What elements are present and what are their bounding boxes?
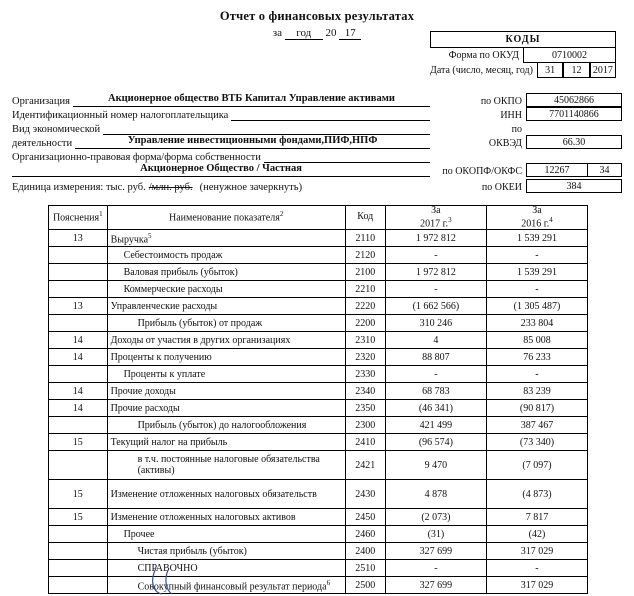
row-explanation: 14 xyxy=(49,400,108,417)
okved-label: ОКВЭД xyxy=(488,138,522,149)
table-row xyxy=(49,298,588,315)
activity-underline-1 xyxy=(103,121,430,135)
organization-label: Организация xyxy=(12,96,70,107)
okopf-okfs-values xyxy=(526,163,622,177)
header-explanations xyxy=(49,206,108,230)
table-row xyxy=(49,509,588,526)
row-value-current: (46 341) xyxy=(385,400,486,417)
row-value-previous: (73 340) xyxy=(486,434,587,451)
row-indicator-name xyxy=(107,230,345,247)
row-explanation xyxy=(49,451,108,480)
activity-label-1: Вид экономической xyxy=(12,124,101,135)
table-row xyxy=(49,264,588,281)
row-indicator-name xyxy=(107,366,345,383)
header-current-period xyxy=(385,206,486,230)
okpo-label: по ОКПО xyxy=(480,96,522,107)
row-explanation: 15 xyxy=(49,509,108,526)
row-indicator-text: Изменение отложенных налоговых активов xyxy=(110,511,296,523)
row-value-previous: (4 873) xyxy=(486,480,587,509)
row-indicator-name xyxy=(107,332,345,349)
row-code: 2220 xyxy=(345,298,385,315)
row-value-current: 327 699 xyxy=(385,577,486,594)
inn-label: Идентификационный номер налогоплательщика xyxy=(12,110,229,121)
row-value-previous: 83 239 xyxy=(486,383,587,400)
row-indicator-text: Управленческие расходы xyxy=(110,300,218,312)
row-indicator-text: Выручка xyxy=(110,233,149,245)
row-code: 2210 xyxy=(345,281,385,298)
row-indicator-text: Проценты к получению xyxy=(110,351,212,363)
row-value-current: 4 878 xyxy=(385,480,486,509)
okei-value: 384 xyxy=(526,179,622,193)
unit-label: Единица измерения: тыс. руб. xyxy=(12,182,146,193)
row-value-current: 327 699 xyxy=(385,543,486,560)
row-indicator-text: Прочее xyxy=(123,528,155,540)
row-value-current: (96 574) xyxy=(385,434,486,451)
period-unit: год xyxy=(285,27,323,40)
okfs-value: 34 xyxy=(588,163,622,177)
header-previous-year: 2016 xyxy=(521,217,542,229)
codes-block xyxy=(430,31,616,78)
row-value-current: 310 246 xyxy=(385,315,486,332)
row-indicator-text: Прибыль (убыток) до налогообложения xyxy=(137,419,307,431)
row-code: 2350 xyxy=(345,400,385,417)
row-indicator-text: Прочие расходы xyxy=(110,402,180,414)
row-value-current: (1 662 566) xyxy=(385,298,486,315)
row-indicator-name xyxy=(107,577,345,594)
date-year: 2017 xyxy=(590,63,616,78)
okud-label: Форма по ОКУД xyxy=(448,50,519,61)
row-indicator-text: Себестоимость продаж xyxy=(123,249,223,261)
row-value-current: 4 xyxy=(385,332,486,349)
table-row xyxy=(49,349,588,366)
row-indicator-text: Совокупный финансовый результат периода xyxy=(137,580,327,592)
row-indicator-text: Чистая прибыль (убыток) xyxy=(137,545,247,557)
table-header-row xyxy=(49,206,588,230)
inn-right-label: ИНН xyxy=(500,110,522,121)
row-explanation: 15 xyxy=(49,434,108,451)
row-code: 2120 xyxy=(345,247,385,264)
row-value-current: 88 807 xyxy=(385,349,486,366)
row-value-previous: 317 029 xyxy=(486,577,587,594)
table-row xyxy=(49,434,588,451)
row-code: 2340 xyxy=(345,383,385,400)
row-value-current: 9 470 xyxy=(385,451,486,480)
row-value-previous: 1 539 291 xyxy=(486,264,587,281)
row-value-current: 1 972 812 xyxy=(385,264,486,281)
row-indicator-text: Валовая прибыль (убыток) xyxy=(123,266,238,278)
row-indicator-text: Коммерческие расходы xyxy=(123,283,223,295)
date-label: Дата (число, месяц, год) xyxy=(430,65,533,76)
row-indicator-name xyxy=(107,400,345,417)
header-previous-sup: 4 xyxy=(549,215,553,224)
table-row xyxy=(49,451,588,480)
code-row-date xyxy=(430,63,616,78)
okud-value: 0710002 xyxy=(523,48,616,63)
row-code: 2500 xyxy=(345,577,385,594)
header-code: Код xyxy=(345,206,385,230)
row-code: 2510 xyxy=(345,560,385,577)
okei-label: по ОКЕИ xyxy=(481,182,522,193)
row-value-current: - xyxy=(385,281,486,298)
legal-form-value: Акционерное Общество / Частная xyxy=(12,163,430,177)
page-title: Отчет о финансовых результатах xyxy=(219,9,415,23)
year-value: 17 xyxy=(339,27,361,40)
table-row xyxy=(49,383,588,400)
okved-value: 66.30 xyxy=(526,135,622,149)
row-indicator-name xyxy=(107,543,345,560)
row-explanation: 13 xyxy=(49,298,108,315)
row-indicator-sup: 5 xyxy=(148,231,152,240)
table-row xyxy=(49,417,588,434)
row-value-previous: (7 097) xyxy=(486,451,587,480)
po-label: по xyxy=(511,124,522,135)
table-row xyxy=(49,247,588,264)
date-day: 31 xyxy=(537,63,563,78)
unit-strike: /млн. руб. xyxy=(148,182,193,193)
header-previous-period xyxy=(486,206,587,230)
row-indicator-text: Текущий налог на прибыль xyxy=(110,436,228,448)
header-explanations-text: Пояснения xyxy=(52,212,100,224)
activity-label-2: деятельности xyxy=(12,138,73,149)
table-row xyxy=(49,560,588,577)
row-value-previous: 317 029 xyxy=(486,543,587,560)
header-previous-year-line xyxy=(490,217,584,230)
document-page xyxy=(0,9,634,594)
row-indicator-name xyxy=(107,451,345,480)
row-code: 2460 xyxy=(345,526,385,543)
row-explanation: 13 xyxy=(49,230,108,247)
header-name-sup: 2 xyxy=(279,210,284,219)
org-row-activity-top xyxy=(12,121,622,135)
header-current-year: 2017 xyxy=(420,217,441,229)
row-code: 2110 xyxy=(345,230,385,247)
header-name-text: Наименование показателя xyxy=(168,212,280,224)
header-current-top: За xyxy=(431,205,441,216)
row-indicator-text: Изменение отложенных налоговых обязательств xyxy=(110,488,317,500)
table-row xyxy=(49,543,588,560)
inn-value: 7701140866 xyxy=(526,107,622,121)
header-current-sup: 3 xyxy=(448,215,452,224)
row-code: 2450 xyxy=(345,509,385,526)
row-indicator-name xyxy=(107,264,345,281)
row-indicator-name xyxy=(107,383,345,400)
row-code: 2400 xyxy=(345,543,385,560)
row-value-current: - xyxy=(385,366,486,383)
table-row xyxy=(49,400,588,417)
row-value-previous: - xyxy=(486,560,587,577)
row-explanation xyxy=(49,281,108,298)
org-row-activity xyxy=(12,135,622,149)
row-code: 2300 xyxy=(345,417,385,434)
unit-note: (ненужное зачеркнуть) xyxy=(199,182,303,193)
organization-value: Акционерное общество ВТБ Капитал Управление активами xyxy=(73,93,430,107)
header-current-year-line xyxy=(389,217,483,230)
row-indicator-text: Доходы от участия в других организациях xyxy=(110,334,291,346)
period-prefix: за xyxy=(272,27,282,39)
org-row-name xyxy=(12,93,622,107)
row-code: 2200 xyxy=(345,315,385,332)
row-code: 2421 xyxy=(345,451,385,480)
row-indicator-text: СПРАВОЧНО xyxy=(137,562,198,574)
row-value-previous: 85 008 xyxy=(486,332,587,349)
row-code: 2330 xyxy=(345,366,385,383)
row-indicator-name xyxy=(107,417,345,434)
okopf-okfs-spacer-box xyxy=(526,149,622,163)
date-month: 12 xyxy=(563,63,589,78)
row-explanation: 14 xyxy=(49,349,108,366)
row-indicator-name xyxy=(107,509,345,526)
row-explanation xyxy=(49,264,108,281)
codes-title: КОДЫ xyxy=(430,31,616,48)
org-row-unit xyxy=(12,179,622,193)
row-explanation xyxy=(49,247,108,264)
table-row xyxy=(49,230,588,247)
org-row-legalform-value xyxy=(12,163,622,177)
po-spacer xyxy=(526,121,622,135)
row-indicator-text: в т.ч. постоянные налоговые обязательства (активы) xyxy=(137,453,320,477)
row-value-previous: 76 233 xyxy=(486,349,587,366)
row-indicator-name xyxy=(107,480,345,509)
row-code: 2100 xyxy=(345,264,385,281)
organization-block xyxy=(12,93,622,193)
row-indicator-name xyxy=(107,434,345,451)
row-value-previous: (90 817) xyxy=(486,400,587,417)
row-explanation xyxy=(49,577,108,594)
inn-underline xyxy=(231,107,430,121)
row-indicator-name xyxy=(107,349,345,366)
row-value-previous: - xyxy=(486,281,587,298)
okopf-value: 12267 xyxy=(526,163,588,177)
row-value-current: 1 972 812 xyxy=(385,230,486,247)
row-explanation: 15 xyxy=(49,480,108,509)
row-indicator-name xyxy=(107,526,345,543)
row-indicator-name xyxy=(107,281,345,298)
row-indicator-text: Прочие доходы xyxy=(110,385,176,397)
table-row xyxy=(49,366,588,383)
row-code: 2320 xyxy=(345,349,385,366)
row-explanation: 14 xyxy=(49,383,108,400)
legal-form-underline xyxy=(264,149,430,163)
row-indicator-text: Прибыль (убыток) от продаж xyxy=(137,317,263,329)
row-indicator-name xyxy=(107,560,345,577)
row-explanation xyxy=(49,526,108,543)
row-value-current: (31) xyxy=(385,526,486,543)
row-indicator-name xyxy=(107,298,345,315)
row-value-current: 421 499 xyxy=(385,417,486,434)
row-value-current: (2 073) xyxy=(385,509,486,526)
row-value-current: 68 783 xyxy=(385,383,486,400)
header-current-g: г. xyxy=(442,217,449,229)
header-previous-top: За xyxy=(532,205,542,216)
row-value-previous: 7 817 xyxy=(486,509,587,526)
row-indicator-text: Проценты к уплате xyxy=(123,368,206,380)
table-row xyxy=(49,480,588,509)
legal-form-label: Организационно-правовая форма/форма собственности xyxy=(12,152,261,163)
row-explanation xyxy=(49,315,108,332)
year-prefix: 20 xyxy=(325,27,337,39)
table-row xyxy=(49,315,588,332)
row-explanation xyxy=(49,560,108,577)
org-row-legalform-label xyxy=(12,149,622,163)
row-value-current: - xyxy=(385,560,486,577)
row-value-previous: - xyxy=(486,247,587,264)
code-row-okud xyxy=(430,48,616,63)
row-code: 2430 xyxy=(345,480,385,509)
row-value-previous: (42) xyxy=(486,526,587,543)
row-explanation xyxy=(49,543,108,560)
row-value-previous: 233 804 xyxy=(486,315,587,332)
row-explanation xyxy=(49,366,108,383)
row-indicator-sup: 6 xyxy=(326,578,331,587)
header-previous-g: г. xyxy=(543,217,550,229)
org-row-inn xyxy=(12,107,622,121)
row-value-previous: (1 305 487) xyxy=(486,298,587,315)
table-body xyxy=(49,230,588,594)
table-row xyxy=(49,281,588,298)
table-row xyxy=(49,577,588,594)
table-row xyxy=(49,332,588,349)
row-value-current: - xyxy=(385,247,486,264)
header-explanations-sup: 1 xyxy=(99,210,103,219)
okpo-value: 45062866 xyxy=(526,93,622,107)
okopf-okfs-label: по ОКОПФ/ОКФС xyxy=(442,166,522,177)
activity-value: Управление инвестиционными фондами,ПИФ,НПФ xyxy=(75,135,430,149)
table-row xyxy=(49,526,588,543)
row-explanation: 14 xyxy=(49,332,108,349)
row-code: 2310 xyxy=(345,332,385,349)
financial-results-table xyxy=(48,205,588,594)
row-explanation xyxy=(49,417,108,434)
row-code: 2410 xyxy=(345,434,385,451)
row-value-previous: 1 539 291 xyxy=(486,230,587,247)
row-value-previous: 387 467 xyxy=(486,417,587,434)
row-value-previous: - xyxy=(486,366,587,383)
row-indicator-name xyxy=(107,315,345,332)
header-name xyxy=(107,206,345,230)
row-indicator-name xyxy=(107,247,345,264)
